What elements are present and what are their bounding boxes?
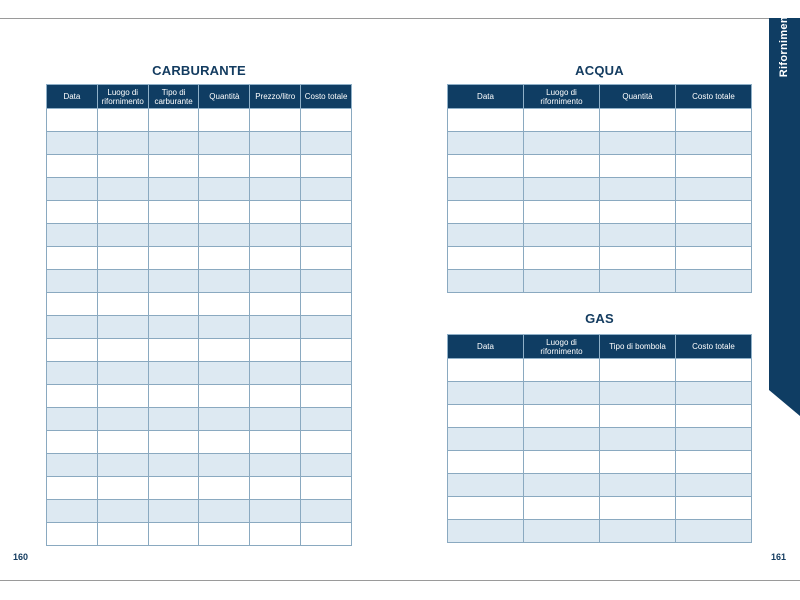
table-row	[47, 454, 352, 477]
table-cell	[676, 359, 752, 382]
table-cell	[600, 224, 676, 247]
table-cell	[448, 428, 524, 451]
table-cell	[600, 132, 676, 155]
table-row	[47, 109, 352, 132]
table-cell	[148, 270, 199, 293]
table-cell	[448, 132, 524, 155]
table-row	[47, 247, 352, 270]
acqua-body	[448, 109, 752, 293]
table-cell	[600, 247, 676, 270]
table-cell	[524, 382, 600, 405]
column-header-quantita: Quantità	[199, 85, 250, 109]
table-cell	[148, 431, 199, 454]
table-cell	[47, 270, 98, 293]
table-cell	[199, 270, 250, 293]
table-row	[448, 201, 752, 224]
table-cell	[448, 405, 524, 428]
table-cell	[148, 385, 199, 408]
table-cell	[148, 339, 199, 362]
table-cell	[600, 428, 676, 451]
table-cell	[199, 477, 250, 500]
table-cell	[448, 224, 524, 247]
table-cell	[199, 339, 250, 362]
table-cell	[97, 316, 148, 339]
table-cell	[301, 270, 352, 293]
table-cell	[199, 224, 250, 247]
table-cell	[301, 224, 352, 247]
table-row	[448, 247, 752, 270]
table-row	[448, 474, 752, 497]
table-cell	[47, 109, 98, 132]
table-cell	[301, 293, 352, 316]
table-cell	[676, 474, 752, 497]
table-cell	[199, 178, 250, 201]
table-cell	[524, 247, 600, 270]
table-row	[448, 132, 752, 155]
table-cell	[250, 454, 301, 477]
table-cell	[676, 405, 752, 428]
table-cell	[676, 247, 752, 270]
table-cell	[199, 155, 250, 178]
table-cell	[97, 155, 148, 178]
table-row	[47, 362, 352, 385]
table-cell	[97, 362, 148, 385]
table-cell	[97, 339, 148, 362]
table-cell	[47, 293, 98, 316]
table-cell	[448, 359, 524, 382]
column-header-costo-totale: Costo totale	[301, 85, 352, 109]
table-row	[448, 405, 752, 428]
table-cell	[301, 385, 352, 408]
table-cell	[301, 132, 352, 155]
table-cell	[524, 428, 600, 451]
table-cell	[199, 293, 250, 316]
table-row	[448, 520, 752, 543]
table-cell	[47, 408, 98, 431]
table-cell	[250, 316, 301, 339]
table-cell	[250, 385, 301, 408]
table-row	[47, 224, 352, 247]
table-cell	[301, 109, 352, 132]
column-header-costo-totale: Costo totale	[676, 85, 752, 109]
column-header-costo-totale: Costo totale	[676, 335, 752, 359]
table-cell	[250, 155, 301, 178]
table-cell	[676, 451, 752, 474]
table-cell	[676, 224, 752, 247]
page-number-left: 160	[13, 552, 29, 562]
table-cell	[47, 454, 98, 477]
table-cell	[250, 523, 301, 546]
table-cell	[148, 408, 199, 431]
table-cell	[97, 477, 148, 500]
table-cell	[199, 408, 250, 431]
table-cell	[148, 178, 199, 201]
table-cell	[600, 520, 676, 543]
table-cell	[47, 247, 98, 270]
table-row	[47, 385, 352, 408]
table-cell	[524, 359, 600, 382]
table-cell	[676, 132, 752, 155]
table-cell	[301, 155, 352, 178]
table-cell	[250, 500, 301, 523]
carburante-title: CARBURANTE	[152, 63, 246, 78]
column-header-data: Data	[47, 85, 98, 109]
table-cell	[199, 316, 250, 339]
table-cell	[250, 408, 301, 431]
table-row	[448, 359, 752, 382]
carburante-body	[47, 109, 352, 546]
table-cell	[600, 109, 676, 132]
table-row	[47, 270, 352, 293]
table-cell	[97, 385, 148, 408]
table-cell	[448, 109, 524, 132]
table-cell	[448, 155, 524, 178]
table-cell	[97, 247, 148, 270]
table-cell	[97, 293, 148, 316]
table-cell	[600, 451, 676, 474]
table-cell	[676, 155, 752, 178]
table-cell	[250, 270, 301, 293]
table-cell	[250, 362, 301, 385]
carburante-header-row	[47, 85, 352, 109]
table-cell	[448, 247, 524, 270]
table-cell	[250, 132, 301, 155]
table-cell	[148, 201, 199, 224]
table-row	[47, 293, 352, 316]
table-cell	[47, 477, 98, 500]
table-cell	[676, 428, 752, 451]
column-header-luogo: Luogo di rifornimento	[524, 335, 600, 359]
column-header-data: Data	[448, 85, 524, 109]
table-cell	[148, 316, 199, 339]
table-cell	[301, 339, 352, 362]
table-cell	[148, 293, 199, 316]
table-cell	[301, 477, 352, 500]
table-cell	[301, 523, 352, 546]
table-cell	[524, 155, 600, 178]
table-cell	[250, 224, 301, 247]
table-cell	[524, 201, 600, 224]
table-cell	[199, 523, 250, 546]
table-cell	[448, 178, 524, 201]
table-cell	[47, 385, 98, 408]
table-cell	[199, 385, 250, 408]
table-cell	[301, 201, 352, 224]
table-cell	[301, 454, 352, 477]
table-cell	[97, 270, 148, 293]
side-tab-label: Rifornimenti	[778, 8, 791, 78]
carburante-table	[46, 84, 352, 546]
table-cell	[47, 132, 98, 155]
gas-header-row	[448, 335, 752, 359]
table-cell	[250, 201, 301, 224]
table-cell	[301, 178, 352, 201]
table-row	[47, 431, 352, 454]
table-row	[448, 382, 752, 405]
table-cell	[250, 339, 301, 362]
table-cell	[676, 520, 752, 543]
acqua-table	[447, 84, 752, 293]
table-cell	[524, 132, 600, 155]
gas-body	[448, 359, 752, 543]
table-row	[47, 500, 352, 523]
table-cell	[97, 500, 148, 523]
table-row	[448, 428, 752, 451]
table-cell	[148, 454, 199, 477]
table-cell	[47, 500, 98, 523]
table-cell	[524, 270, 600, 293]
table-cell	[301, 500, 352, 523]
gas-title: GAS	[585, 311, 614, 326]
table-cell	[448, 497, 524, 520]
table-cell	[600, 405, 676, 428]
table-cell	[47, 224, 98, 247]
table-cell	[448, 270, 524, 293]
table-row	[448, 109, 752, 132]
column-header-quantita: Quantità	[600, 85, 676, 109]
table-cell	[250, 293, 301, 316]
table-cell	[47, 155, 98, 178]
table-row	[47, 201, 352, 224]
table-cell	[676, 270, 752, 293]
table-row	[448, 224, 752, 247]
table-cell	[199, 201, 250, 224]
table-cell	[448, 382, 524, 405]
table-cell	[47, 316, 98, 339]
table-cell	[199, 362, 250, 385]
column-header-luogo: Luogo di rifornimento	[97, 85, 148, 109]
table-cell	[148, 477, 199, 500]
table-row	[448, 178, 752, 201]
table-cell	[199, 109, 250, 132]
acqua-header-row	[448, 85, 752, 109]
table-cell	[148, 155, 199, 178]
table-row	[47, 408, 352, 431]
table-cell	[676, 382, 752, 405]
table-row	[47, 178, 352, 201]
column-header-data: Data	[448, 335, 524, 359]
table-cell	[250, 431, 301, 454]
table-cell	[448, 201, 524, 224]
table-row	[47, 523, 352, 546]
acqua-title: ACQUA	[575, 63, 624, 78]
table-row	[47, 316, 352, 339]
column-header-tipo-bombola: Tipo di bombola	[600, 335, 676, 359]
table-cell	[97, 224, 148, 247]
table-cell	[97, 132, 148, 155]
table-cell	[199, 247, 250, 270]
table-cell	[301, 431, 352, 454]
table-cell	[148, 247, 199, 270]
table-cell	[250, 247, 301, 270]
table-cell	[301, 362, 352, 385]
table-row	[448, 451, 752, 474]
table-cell	[250, 109, 301, 132]
table-cell	[301, 247, 352, 270]
table-cell	[524, 109, 600, 132]
table-cell	[97, 523, 148, 546]
table-cell	[148, 224, 199, 247]
table-cell	[600, 155, 676, 178]
table-cell	[448, 451, 524, 474]
table-cell	[47, 523, 98, 546]
column-header-prezzo-litro: Prezzo/litro	[250, 85, 301, 109]
table-cell	[97, 454, 148, 477]
table-cell	[524, 497, 600, 520]
table-cell	[301, 316, 352, 339]
table-cell	[524, 451, 600, 474]
table-cell	[600, 178, 676, 201]
table-row	[47, 477, 352, 500]
table-cell	[47, 362, 98, 385]
table-row	[47, 339, 352, 362]
column-header-luogo: Luogo di rifornimento	[524, 85, 600, 109]
table-cell	[148, 500, 199, 523]
table-cell	[448, 474, 524, 497]
table-cell	[448, 520, 524, 543]
table-cell	[600, 270, 676, 293]
gas-table	[447, 334, 752, 543]
table-cell	[676, 497, 752, 520]
table-cell	[97, 109, 148, 132]
table-cell	[250, 178, 301, 201]
table-cell	[199, 431, 250, 454]
table-row	[448, 497, 752, 520]
table-cell	[676, 201, 752, 224]
table-cell	[600, 474, 676, 497]
section-side-tab	[769, 8, 800, 416]
table-cell	[97, 201, 148, 224]
table-cell	[47, 339, 98, 362]
table-cell	[97, 408, 148, 431]
table-row	[47, 132, 352, 155]
table-cell	[676, 178, 752, 201]
table-cell	[148, 362, 199, 385]
table-cell	[148, 132, 199, 155]
table-cell	[47, 178, 98, 201]
table-cell	[524, 520, 600, 543]
page-number-right: 161	[771, 552, 787, 562]
table-cell	[524, 474, 600, 497]
table-cell	[524, 405, 600, 428]
table-cell	[148, 109, 199, 132]
table-cell	[199, 500, 250, 523]
table-cell	[600, 359, 676, 382]
table-row	[448, 155, 752, 178]
table-cell	[199, 454, 250, 477]
table-cell	[600, 497, 676, 520]
table-cell	[524, 224, 600, 247]
table-cell	[301, 408, 352, 431]
table-cell	[97, 431, 148, 454]
table-cell	[524, 178, 600, 201]
table-cell	[600, 382, 676, 405]
table-row	[448, 270, 752, 293]
table-cell	[47, 431, 98, 454]
table-cell	[97, 178, 148, 201]
column-header-tipo-carburante: Tipo di carburante	[148, 85, 199, 109]
table-row	[47, 155, 352, 178]
table-cell	[47, 201, 98, 224]
table-cell	[250, 477, 301, 500]
table-cell	[199, 132, 250, 155]
table-cell	[148, 523, 199, 546]
table-cell	[600, 201, 676, 224]
table-cell	[676, 109, 752, 132]
